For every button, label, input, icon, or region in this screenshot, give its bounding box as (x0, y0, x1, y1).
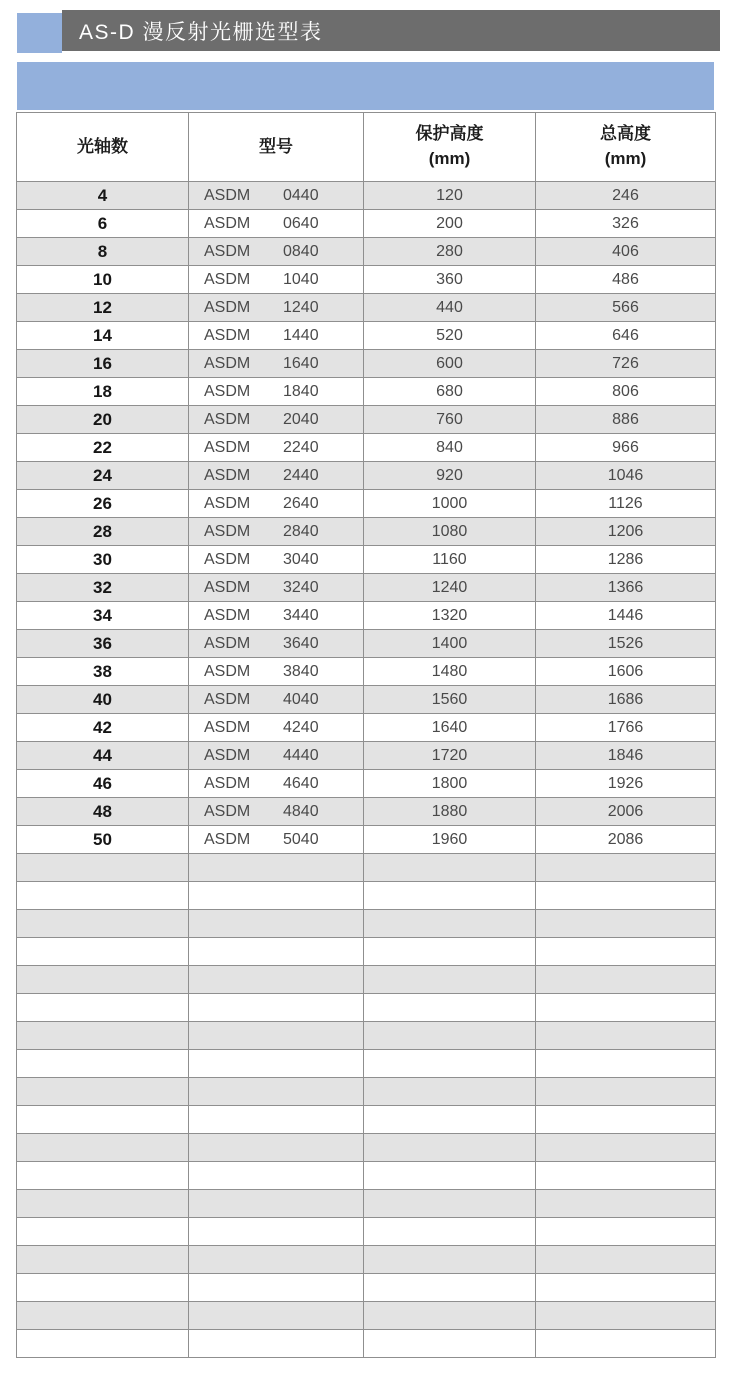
axes-cell: 50 (17, 826, 189, 854)
col-header-protection-height-label: 保护高度 (415, 124, 484, 144)
model-cell (189, 686, 364, 714)
model-cell (189, 322, 364, 350)
empty-cell (17, 1106, 189, 1134)
axes-cell: 24 (17, 462, 189, 490)
empty-cell (189, 854, 364, 882)
axes-cell: 32 (17, 574, 189, 602)
empty-cell (364, 1134, 536, 1162)
model-cell (189, 378, 364, 406)
empty-cell (364, 1106, 536, 1134)
protection-height-cell: 1320 (364, 602, 536, 630)
model-cell (189, 798, 364, 826)
empty-cell (536, 966, 716, 994)
model-number: 2840 (283, 522, 319, 540)
empty-cell (17, 1050, 189, 1078)
model-cell (189, 574, 364, 602)
total-height-cell: 1926 (536, 770, 716, 798)
empty-cell (189, 1050, 364, 1078)
empty-cell (17, 882, 189, 910)
model-number: 4840 (283, 802, 319, 820)
empty-cell (364, 1302, 536, 1330)
model-prefix: ASDM (204, 298, 251, 316)
model-number: 1640 (283, 354, 319, 372)
total-height-cell: 1366 (536, 574, 716, 602)
axes-cell: 26 (17, 490, 189, 518)
header-row (17, 113, 716, 182)
table-header (17, 113, 716, 182)
empty-table-row (17, 1022, 716, 1050)
empty-cell (189, 966, 364, 994)
model-prefix: ASDM (204, 774, 251, 792)
protection-height-cell: 360 (364, 266, 536, 294)
total-height-cell: 2086 (536, 826, 716, 854)
total-height-cell: 1686 (536, 686, 716, 714)
table-row (17, 798, 716, 826)
selection-table (16, 112, 716, 1358)
empty-table-row (17, 1134, 716, 1162)
total-height-cell: 1126 (536, 490, 716, 518)
empty-cell (364, 1050, 536, 1078)
protection-height-cell: 1480 (364, 658, 536, 686)
model-number: 2240 (283, 438, 319, 456)
table-row (17, 658, 716, 686)
empty-cell (536, 1190, 716, 1218)
empty-cell (17, 966, 189, 994)
empty-cell (189, 910, 364, 938)
model-number: 3440 (283, 606, 319, 624)
table-row (17, 406, 716, 434)
model-prefix: ASDM (204, 662, 251, 680)
model-number: 3040 (283, 550, 319, 568)
model-cell (189, 350, 364, 378)
total-height-cell: 566 (536, 294, 716, 322)
empty-cell (189, 1162, 364, 1190)
empty-table-row (17, 1330, 716, 1358)
model-prefix: ASDM (204, 746, 251, 764)
empty-cell (189, 1302, 364, 1330)
model-prefix: ASDM (204, 382, 251, 400)
model-number: 2640 (283, 494, 319, 512)
table-row (17, 630, 716, 658)
model-number: 1440 (283, 326, 319, 344)
empty-table-row (17, 882, 716, 910)
protection-height-cell: 1000 (364, 490, 536, 518)
empty-cell (364, 882, 536, 910)
empty-cell (189, 938, 364, 966)
empty-cell (364, 994, 536, 1022)
total-height-cell: 1846 (536, 742, 716, 770)
model-prefix: ASDM (204, 410, 251, 428)
empty-cell (364, 1022, 536, 1050)
total-height-cell: 1046 (536, 462, 716, 490)
total-height-cell: 1286 (536, 546, 716, 574)
protection-height-cell: 680 (364, 378, 536, 406)
empty-cell (189, 1134, 364, 1162)
empty-cell (189, 1106, 364, 1134)
model-prefix: ASDM (204, 186, 251, 204)
axes-cell: 16 (17, 350, 189, 378)
empty-cell (17, 1246, 189, 1274)
model-prefix: ASDM (204, 522, 251, 540)
model-number: 4640 (283, 774, 319, 792)
model-number: 0840 (283, 242, 319, 260)
axes-cell: 18 (17, 378, 189, 406)
protection-height-cell: 1080 (364, 518, 536, 546)
empty-table-row (17, 1162, 716, 1190)
empty-cell (364, 1162, 536, 1190)
model-number: 1840 (283, 382, 319, 400)
model-number: 0640 (283, 214, 319, 232)
axes-cell: 46 (17, 770, 189, 798)
empty-cell (536, 1078, 716, 1106)
empty-cell (536, 938, 716, 966)
model-cell (189, 238, 364, 266)
table-row (17, 742, 716, 770)
axes-cell: 38 (17, 658, 189, 686)
model-cell (189, 462, 364, 490)
empty-cell (17, 1162, 189, 1190)
table-row (17, 266, 716, 294)
empty-cell (364, 1274, 536, 1302)
model-cell (189, 210, 364, 238)
empty-cell (364, 854, 536, 882)
total-height-cell: 726 (536, 350, 716, 378)
model-number: 1040 (283, 270, 319, 288)
model-prefix: ASDM (204, 830, 251, 848)
model-number: 5040 (283, 830, 319, 848)
table-row (17, 714, 716, 742)
empty-table-row (17, 966, 716, 994)
protection-height-cell: 1160 (364, 546, 536, 574)
empty-table-row (17, 994, 716, 1022)
empty-table-row (17, 1078, 716, 1106)
empty-table-row (17, 938, 716, 966)
model-cell (189, 518, 364, 546)
empty-cell (189, 994, 364, 1022)
protection-height-cell: 280 (364, 238, 536, 266)
model-cell (189, 714, 364, 742)
empty-cell (189, 1190, 364, 1218)
table-row (17, 322, 716, 350)
axes-cell: 22 (17, 434, 189, 462)
axes-cell: 44 (17, 742, 189, 770)
model-cell (189, 602, 364, 630)
model-cell (189, 770, 364, 798)
protection-height-cell: 520 (364, 322, 536, 350)
table-row (17, 462, 716, 490)
empty-cell (364, 1218, 536, 1246)
protection-height-cell: 1400 (364, 630, 536, 658)
model-prefix: ASDM (204, 466, 251, 484)
empty-cell (17, 1078, 189, 1106)
protection-height-cell: 1960 (364, 826, 536, 854)
axes-cell: 14 (17, 322, 189, 350)
model-number: 3840 (283, 662, 319, 680)
axes-cell: 30 (17, 546, 189, 574)
protection-height-cell: 840 (364, 434, 536, 462)
empty-table-row (17, 1050, 716, 1078)
model-number: 2040 (283, 410, 319, 428)
protection-height-cell: 600 (364, 350, 536, 378)
model-cell (189, 546, 364, 574)
model-number: 0440 (283, 186, 319, 204)
empty-cell (17, 1218, 189, 1246)
axes-cell: 34 (17, 602, 189, 630)
empty-cell (536, 910, 716, 938)
empty-cell (17, 1330, 189, 1358)
empty-cell (536, 1218, 716, 1246)
table-row (17, 518, 716, 546)
empty-cell (364, 1246, 536, 1274)
table-row (17, 182, 716, 210)
empty-cell (17, 1302, 189, 1330)
empty-cell (189, 1218, 364, 1246)
model-prefix: ASDM (204, 438, 251, 456)
empty-table-row (17, 1190, 716, 1218)
col-header-protection-height (364, 113, 536, 182)
empty-cell (536, 994, 716, 1022)
axes-cell: 8 (17, 238, 189, 266)
empty-cell (189, 882, 364, 910)
empty-cell (536, 1302, 716, 1330)
model-prefix: ASDM (204, 690, 251, 708)
total-height-cell: 1606 (536, 658, 716, 686)
col-header-model (189, 113, 364, 182)
model-cell (189, 490, 364, 518)
protection-height-cell: 1240 (364, 574, 536, 602)
model-cell (189, 658, 364, 686)
protection-height-cell: 1560 (364, 686, 536, 714)
empty-cell (364, 966, 536, 994)
model-prefix: ASDM (204, 270, 251, 288)
model-prefix: ASDM (204, 326, 251, 344)
col-header-total-height-label: 总高度 (600, 124, 651, 144)
empty-cell (17, 1190, 189, 1218)
col-header-protection-height-unit: (mm) (428, 149, 471, 168)
axes-cell: 4 (17, 182, 189, 210)
model-cell (189, 434, 364, 462)
empty-cell (364, 910, 536, 938)
total-height-cell: 886 (536, 406, 716, 434)
protection-height-cell: 440 (364, 294, 536, 322)
axes-cell: 42 (17, 714, 189, 742)
table-row (17, 210, 716, 238)
total-height-cell: 806 (536, 378, 716, 406)
empty-cell (189, 1274, 364, 1302)
axes-cell: 10 (17, 266, 189, 294)
table-body (17, 182, 716, 1358)
total-height-cell: 486 (536, 266, 716, 294)
total-height-cell: 1526 (536, 630, 716, 658)
model-cell (189, 406, 364, 434)
total-height-cell: 406 (536, 238, 716, 266)
empty-cell (536, 1246, 716, 1274)
table-row (17, 434, 716, 462)
table-row (17, 350, 716, 378)
col-header-axes (17, 113, 189, 182)
model-cell (189, 182, 364, 210)
empty-cell (17, 994, 189, 1022)
total-height-cell: 966 (536, 434, 716, 462)
col-header-total-height-unit: (mm) (604, 149, 647, 168)
total-height-cell: 646 (536, 322, 716, 350)
model-prefix: ASDM (204, 606, 251, 624)
empty-cell (17, 1274, 189, 1302)
empty-cell (364, 938, 536, 966)
model-prefix: ASDM (204, 242, 251, 260)
empty-table-row (17, 1274, 716, 1302)
empty-cell (536, 1106, 716, 1134)
total-height-cell: 1766 (536, 714, 716, 742)
table-row (17, 826, 716, 854)
model-cell (189, 294, 364, 322)
section-title: AS-D 漫反射光栅选型表 (79, 20, 323, 44)
empty-table-row (17, 1218, 716, 1246)
empty-cell (536, 882, 716, 910)
total-height-cell: 326 (536, 210, 716, 238)
table-row (17, 294, 716, 322)
col-header-total-height (536, 113, 716, 182)
table-row (17, 602, 716, 630)
model-number: 3640 (283, 634, 319, 652)
total-height-cell: 1206 (536, 518, 716, 546)
model-prefix: ASDM (204, 578, 251, 596)
blue-banner (17, 62, 714, 110)
table-row (17, 546, 716, 574)
model-number: 4040 (283, 690, 319, 708)
model-prefix: ASDM (204, 214, 251, 232)
model-number: 3240 (283, 578, 319, 596)
protection-height-cell: 1720 (364, 742, 536, 770)
empty-table-row (17, 1302, 716, 1330)
protection-height-cell: 920 (364, 462, 536, 490)
protection-height-cell: 1800 (364, 770, 536, 798)
table-row (17, 574, 716, 602)
axes-cell: 36 (17, 630, 189, 658)
empty-cell (536, 1134, 716, 1162)
empty-cell (17, 1134, 189, 1162)
axes-cell: 48 (17, 798, 189, 826)
total-height-cell: 2006 (536, 798, 716, 826)
model-number: 4440 (283, 746, 319, 764)
model-cell (189, 266, 364, 294)
table-row (17, 378, 716, 406)
table-row (17, 686, 716, 714)
empty-cell (17, 938, 189, 966)
axes-cell: 20 (17, 406, 189, 434)
total-height-cell: 1446 (536, 602, 716, 630)
empty-cell (364, 1078, 536, 1106)
model-prefix: ASDM (204, 354, 251, 372)
section-title-bar (62, 10, 720, 51)
model-cell (189, 630, 364, 658)
model-prefix: ASDM (204, 494, 251, 512)
empty-cell (536, 1162, 716, 1190)
table-row (17, 770, 716, 798)
empty-cell (536, 1050, 716, 1078)
table-row (17, 238, 716, 266)
model-cell (189, 742, 364, 770)
title-accent-square (17, 13, 62, 53)
empty-cell (364, 1190, 536, 1218)
model-number: 1240 (283, 298, 319, 316)
protection-height-cell: 1880 (364, 798, 536, 826)
empty-table-row (17, 854, 716, 882)
model-prefix: ASDM (204, 718, 251, 736)
empty-table-row (17, 1246, 716, 1274)
col-header-model-label: 型号 (259, 136, 293, 156)
empty-cell (189, 1330, 364, 1358)
empty-cell (189, 1022, 364, 1050)
empty-cell (17, 1022, 189, 1050)
model-prefix: ASDM (204, 802, 251, 820)
axes-cell: 12 (17, 294, 189, 322)
model-prefix: ASDM (204, 550, 251, 568)
empty-cell (17, 910, 189, 938)
empty-cell (364, 1330, 536, 1358)
empty-cell (17, 854, 189, 882)
axes-cell: 6 (17, 210, 189, 238)
protection-height-cell: 760 (364, 406, 536, 434)
model-number: 4240 (283, 718, 319, 736)
protection-height-cell: 200 (364, 210, 536, 238)
protection-height-cell: 1640 (364, 714, 536, 742)
empty-cell (189, 1246, 364, 1274)
empty-cell (536, 1330, 716, 1358)
protection-height-cell: 120 (364, 182, 536, 210)
empty-cell (536, 1274, 716, 1302)
model-number: 2440 (283, 466, 319, 484)
axes-cell: 28 (17, 518, 189, 546)
axes-cell: 40 (17, 686, 189, 714)
model-cell (189, 826, 364, 854)
table-row (17, 490, 716, 518)
model-prefix: ASDM (204, 634, 251, 652)
empty-cell (536, 1022, 716, 1050)
empty-cell (536, 854, 716, 882)
col-header-axes-label: 光轴数 (77, 136, 128, 156)
empty-table-row (17, 1106, 716, 1134)
total-height-cell: 246 (536, 182, 716, 210)
empty-table-row (17, 910, 716, 938)
empty-cell (189, 1078, 364, 1106)
